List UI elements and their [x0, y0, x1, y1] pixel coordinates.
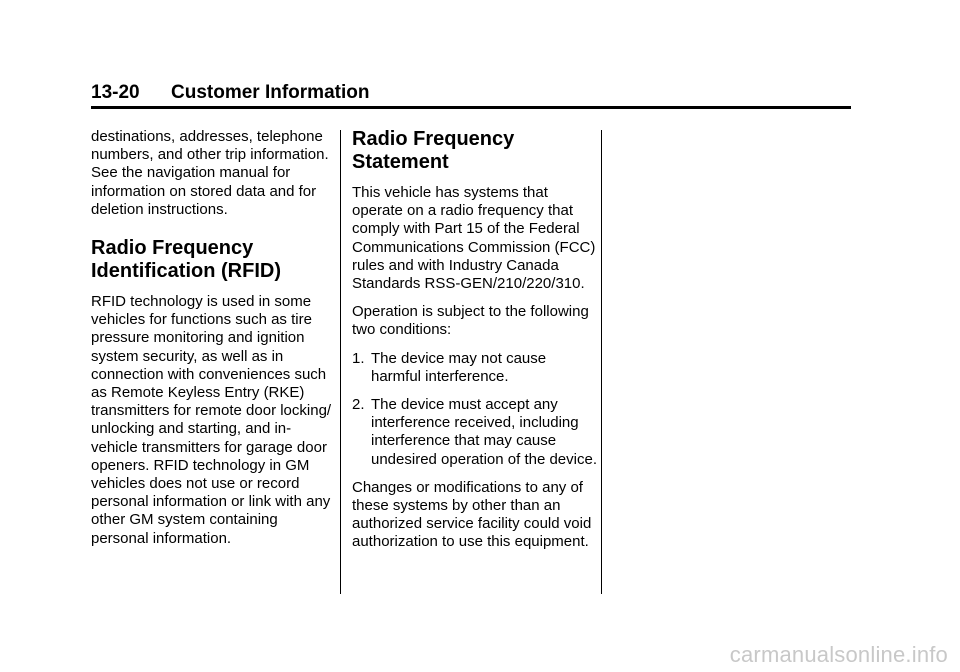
- page-header: [91, 80, 851, 109]
- page-number: 13-20: [91, 82, 140, 103]
- list-number: 2.: [352, 396, 365, 414]
- rfid-paragraph: RFID technology is used in some vehicles for functions such as tire pressure monitoring and ignition system security, as well as in connection with conveniences such as Remote Keyless Entry (RKE) transmitters for remote door locking/ unlocking and starting, and in-vehicle transmitters for garage door openers. RFID technology in GM vehicles does not use or record personal information or link with any other GM system containing personal information.: [91, 293, 332, 547]
- fcc-paragraph: This vehicle has systems that operate on a radio frequency that comply with Part 15 of the Federal Communications Commission (FCC) rules and with Industry Canada Standards RSS-GEN/210/220/310.: [352, 184, 596, 293]
- column-middle: [352, 128, 598, 562]
- list-item: [352, 396, 598, 469]
- list-text: The device must accept any interference received, including interference that may cause undesired operation of the device.: [371, 396, 597, 468]
- conditions-paragraph: Operation is subject to the following two conditions:: [352, 303, 589, 339]
- watermark: carmanualsonline.info: [729, 642, 948, 667]
- rfid-heading: Radio Frequency Identification (RFID): [91, 237, 281, 283]
- column-divider: [601, 130, 602, 594]
- list-text: The device may not cause harmful interference.: [371, 349, 547, 385]
- column-left: [91, 128, 337, 558]
- modifications-paragraph: Changes or modifications to any of these systems by other than an authorized service facility could void authorization to use this equipment.: [352, 478, 592, 551]
- list-number: 1.: [352, 349, 365, 367]
- section-title: Customer Information: [171, 82, 370, 103]
- list-item: [352, 350, 598, 386]
- intro-paragraph: destinations, addresses, telephone numbers, and other trip information. See the navigation manual for information on stored data and for deletion instructions.: [91, 128, 329, 218]
- radio-frequency-heading: Radio Frequency Statement: [352, 128, 515, 173]
- column-divider: [340, 130, 341, 594]
